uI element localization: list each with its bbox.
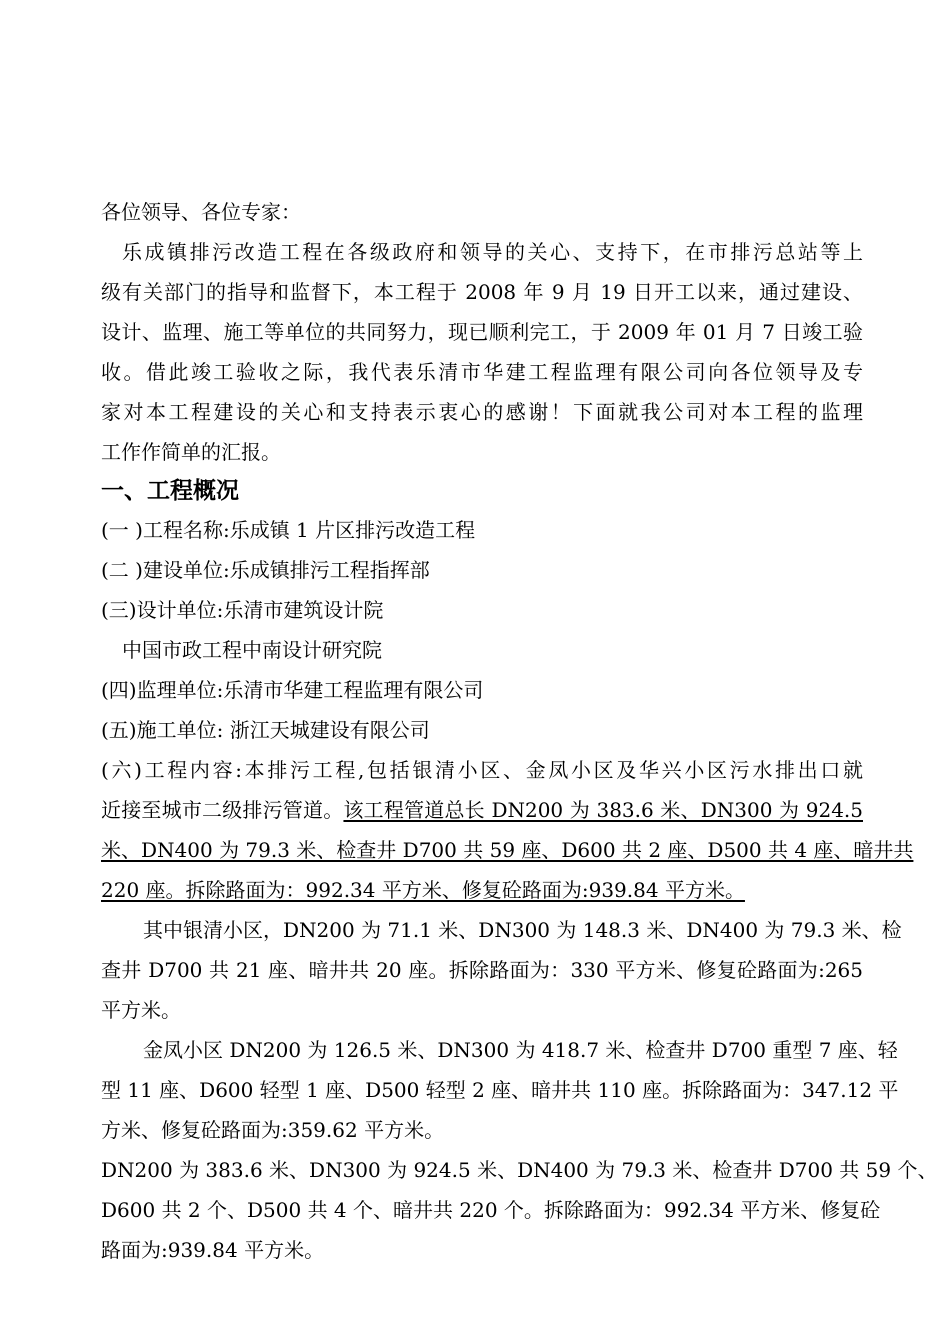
content-line: 220 座。拆除路面为：992.34 平方米、修复砼路面为:939.84 平方米。 bbox=[101, 878, 745, 902]
jinfeng-line: 型 11 座、D600 轻型 1 座、D500 轻型 2 座、暗井共 110 座。拆除路面为：347.12 平 bbox=[101, 1078, 899, 1102]
total-line: D600 共 2 个、D500 共 4 个、暗井共 220 个。拆除路面为：992.34 平方米、修复砼 bbox=[101, 1198, 881, 1222]
intro-line: 设计、监理、施工等单位的共同努力，现已顺利完工，于 2009 年 01 月 7 日竣工验 bbox=[101, 320, 863, 344]
intro-line: 级有关部门的指导和监督下，本工程于 2008 年 9 月 19 日开工以来，通过建设、 bbox=[101, 280, 863, 304]
supervision-unit-item: (四)监理单位:乐清市华建工程监理有限公司 bbox=[101, 678, 484, 702]
design-unit-item: (三)设计单位:乐清市建筑设计院 bbox=[101, 598, 384, 622]
content-underlined-text: 该工程管道总长 DN200 为 383.6 米、DN300 为 924.5 bbox=[343, 798, 863, 822]
total-line: 路面为:939.84 平方米。 bbox=[101, 1238, 325, 1262]
construction-unit-item: (五)施工单位: 浙江天城建设有限公司 bbox=[101, 718, 430, 742]
intro-line: 工作作简单的汇报。 bbox=[101, 440, 281, 464]
total-line: DN200 为 383.6 米、DN300 为 924.5 米、DN400 为 79.3 米、检查井 D700 共 59 个、 bbox=[101, 1158, 938, 1182]
content-line: 米、DN400 为 79.3 米、检查井 D700 共 59 座、D600 共 2 座、D500 共 4 座、暗井共 bbox=[101, 838, 914, 862]
section-heading: 一、工程概况 bbox=[101, 478, 239, 504]
salutation: 各位领导、各位专家： bbox=[101, 200, 301, 224]
intro-line: 家对本工程建设的关心和支持表示衷心的感谢！下面就我公司对本工程的监理 bbox=[101, 400, 863, 424]
jinfeng-line: 金凤小区 DN200 为 126.5 米、DN300 为 418.7 米、检查井 D700 重型 7 座、轻 bbox=[143, 1038, 898, 1062]
yinqing-line: 其中银清小区，DN200 为 71.1 米、DN300 为 148.3 米、DN400 为 79.3 米、检 bbox=[143, 918, 902, 942]
yinqing-line: 查井 D700 共 21 座、暗井共 20 座。拆除路面为：330 平方米、修复砼路面为:265 bbox=[101, 958, 863, 982]
yinqing-line: 平方米。 bbox=[101, 998, 181, 1022]
project-name-item: (一 )工程名称:乐成镇 1 片区排污改造工程 bbox=[101, 518, 476, 542]
content-line bbox=[101, 796, 863, 824]
jinfeng-line: 方米、修复砼路面为:359.62 平方米。 bbox=[101, 1118, 445, 1142]
design-unit-second: 中国市政工程中南设计研究院 bbox=[122, 638, 382, 662]
content-line: (六)工程内容:本排污工程,包括银清小区、金凤小区及华兴小区污水排出口就 bbox=[101, 758, 863, 782]
content-plain-text: 近接至城市二级排污管道。 bbox=[101, 798, 344, 822]
intro-line: 收。借此竣工验收之际，我代表乐清市华建工程监理有限公司向各位领导及专 bbox=[101, 360, 863, 384]
owner-unit-item: (二 )建设单位:乐成镇排污工程指挥部 bbox=[101, 558, 430, 582]
intro-line: 乐成镇排污改造工程在各级政府和领导的关心、支持下，在市排污总站等上 bbox=[122, 240, 863, 264]
